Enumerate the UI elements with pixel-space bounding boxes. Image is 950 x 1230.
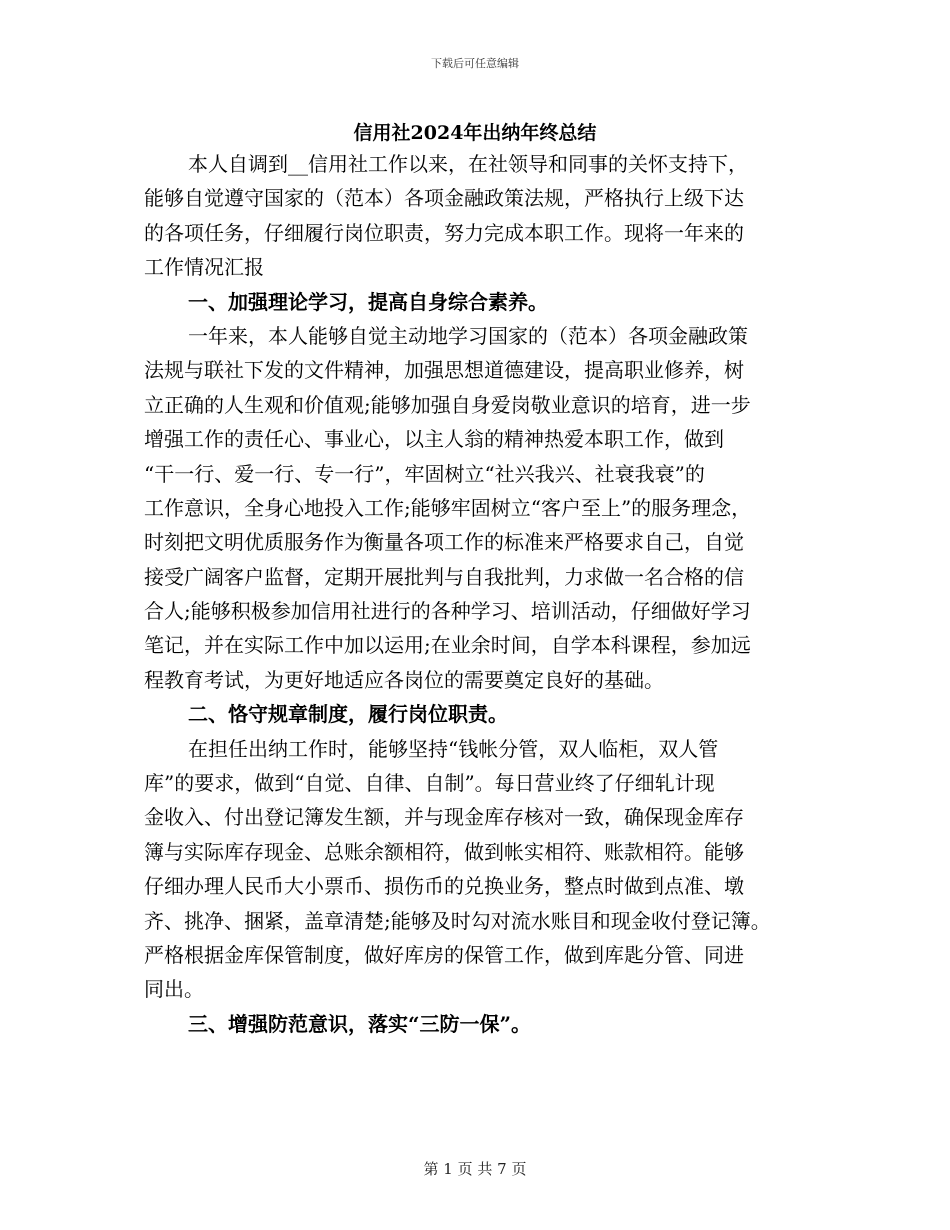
body-line: 金收入、付出登记簿发生额，并与现金库存核对一致，确保现金库存 bbox=[144, 805, 744, 830]
body-line: 一年来，本人能够自觉主动地学习国家的（范本）各项金融政策 bbox=[188, 323, 748, 348]
body-line: 工作情况汇报 bbox=[144, 255, 264, 280]
body-line: 时刻把文明优质服务作为衡量各项工作的标准来严格要求自己，自觉 bbox=[144, 530, 744, 555]
body-line: 增强工作的责任心、事业心，以主人翁的精神热爱本职工作，做到 bbox=[144, 427, 724, 452]
body-line: “干一行、爱一行、专一行”，牢固树立“社兴我兴、社衰我衰”的 bbox=[144, 461, 705, 486]
body-line: 工作意识，全身心地投入工作;能够牢固树立“客户至上”的服务理念， bbox=[144, 495, 752, 520]
body-line: 接受广阔客户监督，定期开展批判与自我批判，力求做一名合格的信 bbox=[144, 564, 744, 589]
body-line: 法规与联社下发的文件精神，加强思想道德建设，提高职业修养，树 bbox=[144, 358, 744, 383]
section-heading: 三、增强防范意识，落实“三防一保”。 bbox=[188, 1011, 532, 1036]
body-line: 立正确的人生观和价值观;能够加强自身爱岗敬业意识的培育，进一步 bbox=[144, 392, 751, 417]
page-number: 第 1 页 共 7 页 bbox=[423, 1160, 527, 1178]
body-line: 笔记，并在实际工作中加以运用;在业余时间，自学本科课程，参加远 bbox=[144, 633, 751, 658]
body-line: 程教育考试，为更好地适应各岗位的需要奠定良好的基础。 bbox=[144, 667, 664, 692]
header-note: 下载后可任意编辑 bbox=[431, 57, 519, 70]
body-line: 仔细办理人民币大小票币、损伤币的兑换业务，整点时做到点准、墩 bbox=[144, 874, 744, 899]
section-heading: 一、加强理论学习，提高自身综合素养。 bbox=[188, 289, 548, 314]
section-heading: 二、恪守规章制度，履行岗位职责。 bbox=[188, 702, 508, 727]
body-line: 同出。 bbox=[144, 977, 204, 1002]
body-line: 的各项任务，仔细履行岗位职责，努力完成本职工作。现将一年来的 bbox=[144, 220, 744, 245]
body-line: 在担任出纳工作时，能够坚持“钱帐分管，双人临柜，双人管 bbox=[188, 736, 719, 761]
body-line: 合人;能够积极参加信用社进行的各种学习、培训活动，仔细做好学习 bbox=[144, 599, 751, 624]
body-line: 能够自觉遵守国家的（范本）各项金融政策法规，严格执行上级下达 bbox=[144, 186, 744, 211]
body-line: 簿与实际库存现金、总账余额相符，做到帐实相符、账款相符。能够 bbox=[144, 839, 744, 864]
body-line: 严格根据金库保管制度，做好库房的保管工作，做到库匙分管、同进 bbox=[144, 942, 744, 967]
document-body bbox=[144, 150, 824, 1044]
body-line: 本人自调到__信用社工作以来，在社领导和同事的关怀支持下， bbox=[188, 152, 748, 176]
body-line: 库”的要求，做到“自觉、自律、自制”。每日营业终了仔细轧计现 bbox=[144, 771, 715, 796]
document-title: 信用社2024年出纳年终总结 bbox=[353, 122, 597, 144]
body-line: 齐、挑净、捆紧，盖章清楚;能够及时勾对流水账目和现金收付登记簿。 bbox=[144, 908, 771, 933]
